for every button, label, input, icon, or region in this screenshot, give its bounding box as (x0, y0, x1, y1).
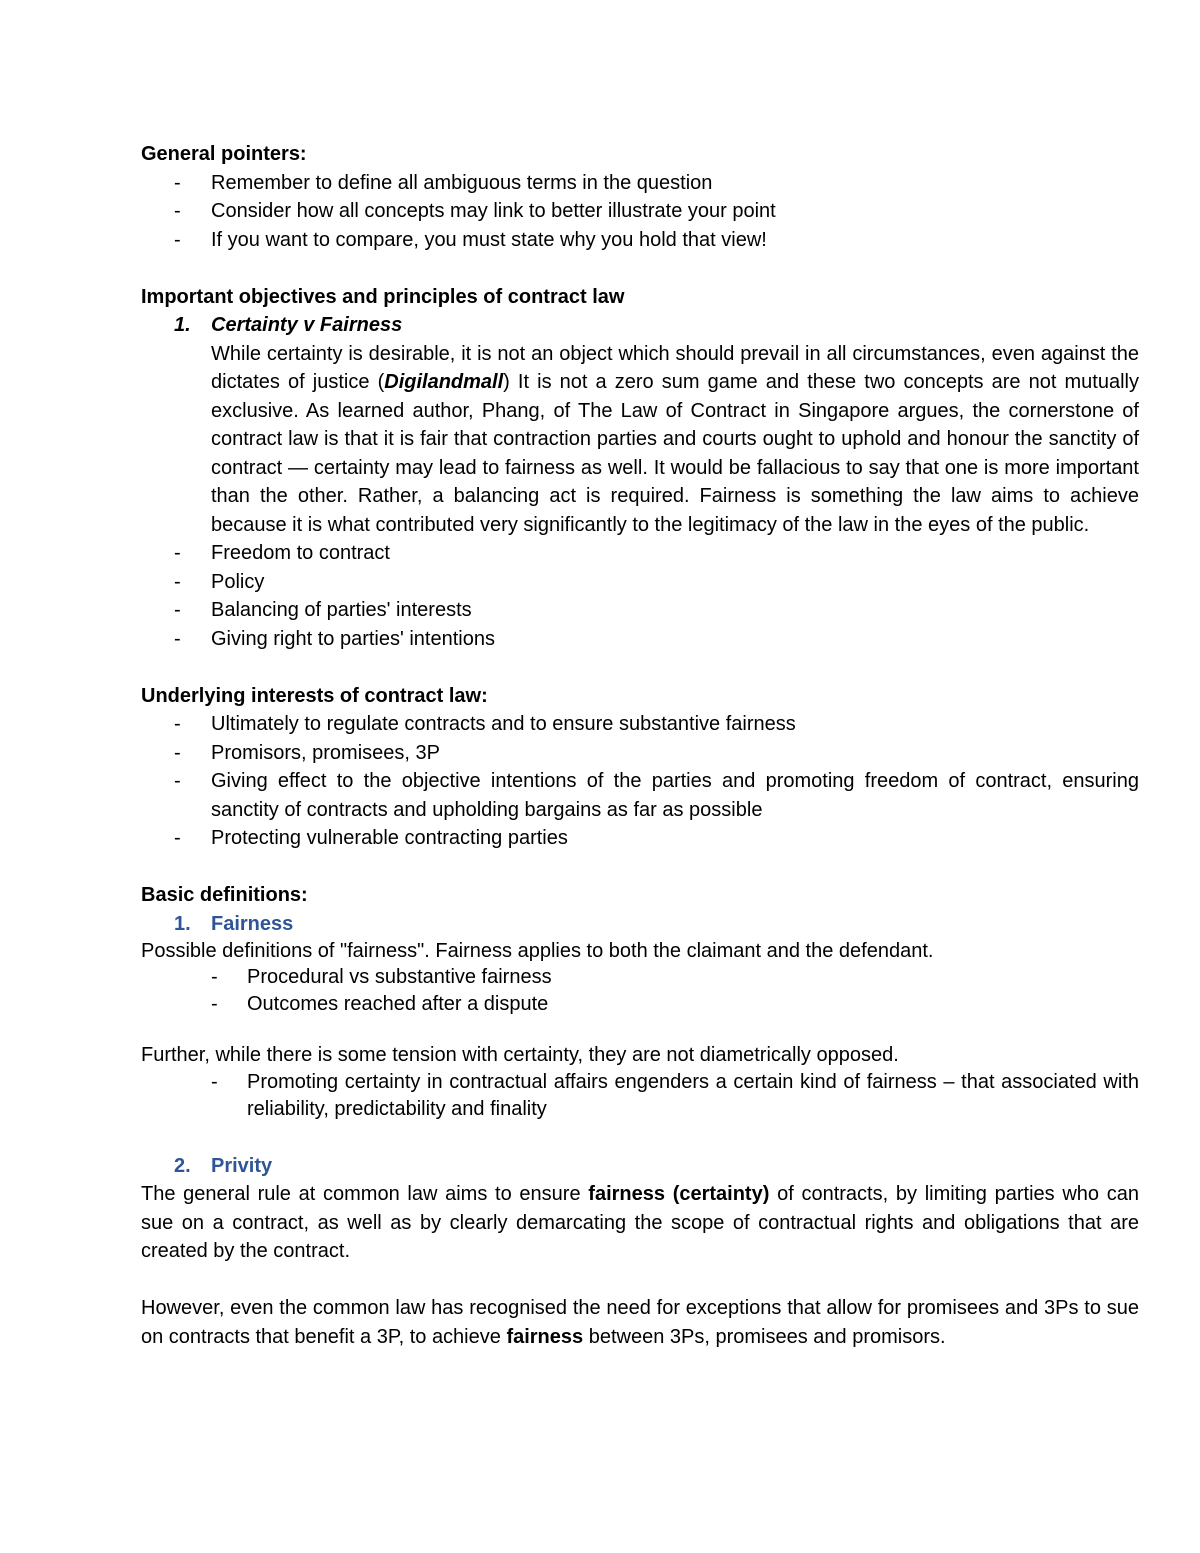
privity-paragraph-2: However, even the common law has recognised the need for exceptions that allow for promisees and 3Ps to sue on contracts that benefit a 3P, to achieve fairness between 3Ps, promisees and promisors. (141, 1297, 1139, 1348)
dash-marker: - (211, 1071, 218, 1093)
definitions-heading: Basic definitions: (141, 884, 308, 906)
definition-title: Privity (211, 1154, 273, 1177)
bold-term: fairness (506, 1325, 584, 1348)
list-item: - Giving effect to the objective intentions of the parties and promoting freedom of contract, ensuring sanctity of contracts and upholding bargains as far as possible (141, 767, 1139, 824)
list-item: - Freedom to contract (141, 539, 1139, 568)
dash-marker: - (174, 627, 181, 650)
objective-title: Certainty v Fairness (211, 314, 403, 336)
general-pointers-heading: General pointers: (141, 143, 307, 165)
dash-marker: - (174, 827, 181, 849)
list-item: - Giving right to parties' intentions (141, 625, 1139, 654)
definition-title: Fairness (211, 912, 294, 935)
number-marker: 2. (174, 1154, 191, 1177)
interests-heading: Underlying interests of contract law: (141, 684, 488, 707)
dash-marker: - (174, 570, 181, 593)
definition-fairness (141, 910, 1139, 939)
list-item: - Promoting certainty in contractual affairs engenders a certain kind of fairness – that associated with reliability, predictability and finality (211, 1071, 1139, 1120)
list-item: - Remember to define all ambiguous terms in the question (141, 169, 1139, 198)
list-item: - Ultimately to regulate contracts and to ensure substantive fairness (141, 710, 1139, 739)
dash-marker: - (211, 993, 218, 1015)
fairness-further-list (141, 1069, 1139, 1123)
bold-term: fairness (certainty) (588, 1183, 770, 1205)
dash-marker: - (174, 713, 181, 735)
dash-marker: - (174, 171, 181, 194)
document-page (141, 140, 1139, 1351)
list-item: - Consider how all concepts may link to better illustrate your point (141, 197, 1139, 226)
dash-marker: - (174, 542, 181, 564)
list-item: - Procedural vs substantive fairness (141, 964, 1139, 991)
list-item: - Promisors, promisees, 3P (141, 739, 1139, 768)
dash-marker: - (174, 228, 181, 251)
interests-list (141, 710, 1139, 853)
fairness-list (141, 964, 1139, 1018)
dash-marker: - (174, 770, 181, 792)
objectives-list (141, 539, 1139, 653)
general-pointers-list (141, 169, 1139, 255)
dash-marker: - (174, 741, 181, 764)
list-item: - Outcomes reached after a dispute (141, 991, 1139, 1018)
dash-marker: - (174, 599, 181, 621)
dash-marker: - (211, 966, 218, 988)
certainty-paragraph: While certainty is desirable, it is not an object which should prevail in all circumstances, even against the dictates of justice (Digilandmall) It is not a zero sum game and these two concepts are not mutually exclusive. As learned author, Phang, of The Law of Contract in Singapore argues, the cornerstone of contract law is that it is fair that contraction parties and courts ought to uphold and honour the sanctity of contract — certainty may lead to fairness as well. It would be fallacious to say that one is more important than the other. Rather, a balancing act is required. Fairness is something the law aims to achieve because it is what contributed very significantly to the legitimacy of the law in the eyes of the public. (211, 342, 1139, 536)
list-item: - If you want to compare, you must state why you hold that view! (141, 226, 1139, 255)
objective-certainty-fairness (141, 311, 1139, 340)
list-item: - Balancing of parties' interests (141, 596, 1139, 625)
number-marker: 1. (174, 912, 191, 935)
fairness-intro: Possible definitions of "fairness". Fairness applies to both the claimant and the defendant. (141, 940, 934, 962)
number-marker: 1. (174, 314, 191, 336)
objectives-heading: Important objectives and principles of contract law (141, 285, 625, 308)
definition-privity (141, 1152, 1139, 1181)
case-name: Digilandmall (384, 371, 504, 393)
privity-paragraph-1: The general rule at common law aims to ensure fairness (certainty) of contracts, by limiting parties who can sue on a contract, as well as by clearly demarcating the scope of contractual rights and obligations that are created by the contract. (141, 1183, 1139, 1262)
list-item: - Protecting vulnerable contracting parties (141, 824, 1139, 853)
list-item: - Policy (141, 568, 1139, 597)
fairness-further: Further, while there is some tension with certainty, they are not diametrically opposed. (141, 1044, 899, 1066)
dash-marker: - (174, 200, 181, 222)
